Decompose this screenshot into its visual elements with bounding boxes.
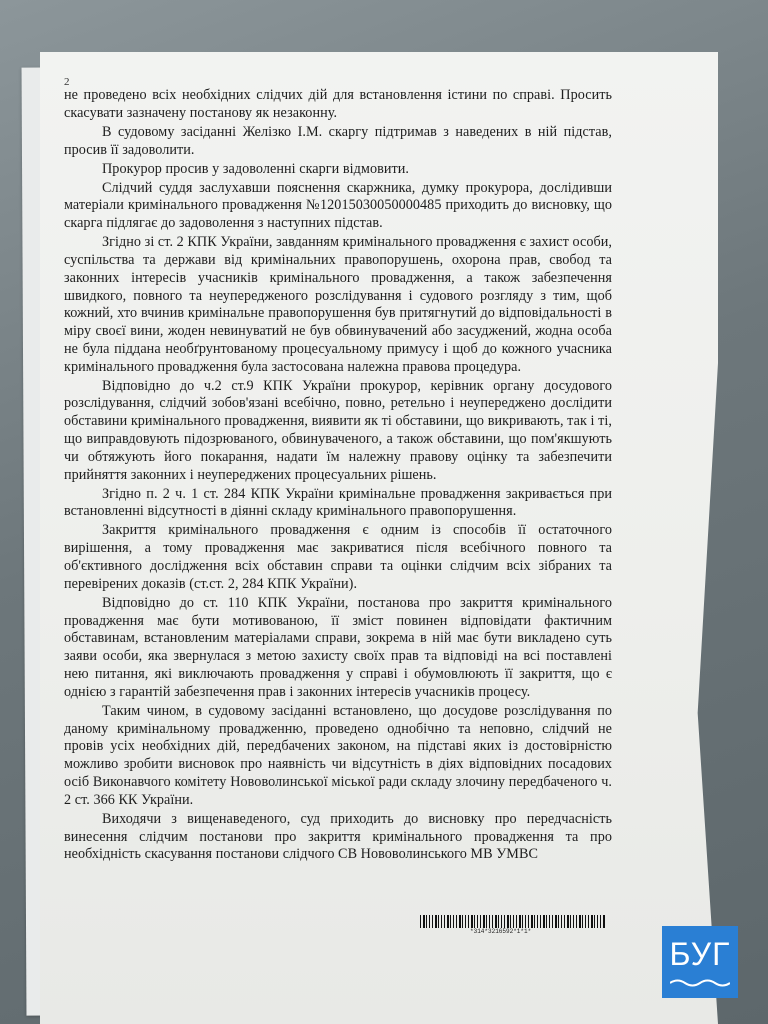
paragraph-10: Таким чином, в судовому засіданні встановлено, що досудове розслідування по даному кримінальному провадженню, проведено однобічно та неповно, слідчий не провів усіх необхідних дій, передбачених законом, на підставі яких із достовірністю можливо зробити висновок про наявність чи відсутність в діях відповідних посадових осіб Виконавчого комітету Нововолинської міської ради складу злочину передбаченого ч. 2 ст. 366 КК України.: [64, 702, 612, 808]
paragraph-5: Згідно зі ст. 2 КПК України, завданням кримінального провадження є захист особи, суспільства та держави від кримінальних правопорушень, охорона прав, свобод та законних інтересів учасників кримінального провадження, а також забезпечення швидкого, повного та неупередженого розслідування і судового розгляду з тим, щоб кожний, хто вчинив кримінальне правопорушення був притягнутий до відповідальності в міру своєї вини, жоден невинуватий не був обвинувачений або засуджений, жодна особа не була піддана необґрунтованому процесуальному примусу і щоб до кожного учасника кримінального провадження була застосована належна правова процедура.: [64, 234, 612, 375]
paragraph-4: Слідчий суддя заслухавши пояснення скаржника, думку прокурора, дослідивши матеріали кримінального провадження №12015030050000485 приходить до висновку, що скарга підлягає до задоволення з наступних підстав.: [64, 179, 612, 232]
paragraph-8: Закриття кримінального провадження є одним із способів її остаточного вирішення, а тому провадження має закриватися після всебічного повного та об'єктивного дослідження всіх обставин справи та оцінки слідчим всіх зібраних та перевірених доказів (ст.ст. 2, 284 КПК України).: [64, 522, 612, 592]
paragraph-11: Виходячи з вищенаведеного, суд приходить до висновку про передчасність винесення слідчим постанови про закриття кримінального провадження та про необхідність скасування постанови слідчого СВ Нововолинського МВ УМВС: [64, 810, 612, 863]
barcode-number: *314*3216592*1*1*: [470, 928, 532, 935]
bug-logo: [662, 926, 738, 998]
paragraph-1: не проведено всіх необхідних слідчих дій для встановлення істини по справі. Просить скасувати зазначену постанову як незаконну.: [64, 87, 612, 121]
barcode: [420, 915, 606, 928]
paragraph-7: Згідно п. 2 ч. 1 ст. 284 КПК України кримінальне провадження закривається при встановленні відсутності в діянні складу кримінального правопорушення.: [64, 485, 612, 520]
page-number: 2: [64, 76, 70, 88]
logo-text: БУГ: [669, 936, 731, 972]
paragraph-3: Прокурор просив у задоволенні скарги відмовити.: [102, 160, 409, 177]
document-body: [64, 87, 612, 865]
paragraph-6: Відповідно до ч.2 ст.9 КПК України прокурор, керівник органу досудового розслідування, слідчий зобов'язані всебічно, повно, ретельно і неупереджено дослідити обставини кримінального провадження, виявити як ті обставини, що викривають, так і ті, що виправдовують підозрюваного, обвинуваченого, а також обставини, що пом'якшують чи обтяжують його покарання, надати їм належну правову оцінку та забезпечити прийняття законних і неупереджених процесуальних рішень.: [64, 377, 612, 483]
wave-icon: [670, 978, 730, 988]
paragraph-9: Відповідно до ст. 110 КПК України, постанова про закриття кримінального провадження має бути мотивованою, її зміст повинен відповідати фактичним обставинам, встановленим матеріалами справи, зокрема в ній має бути викладено суть заяви особи, яка звернулася з метою захисту своїх прав та відповіді на всі поставлені нею питання, які виключають провадження у справі і обумовлюють її закриття, що є однією з гарантій забезпечення прав і законних інтересів учасників процесу.: [64, 594, 612, 700]
paragraph-2: В судовому засіданні Желізко І.М. скаргу підтримав з наведених в ній підстав, просив її задоволити.: [64, 123, 612, 158]
